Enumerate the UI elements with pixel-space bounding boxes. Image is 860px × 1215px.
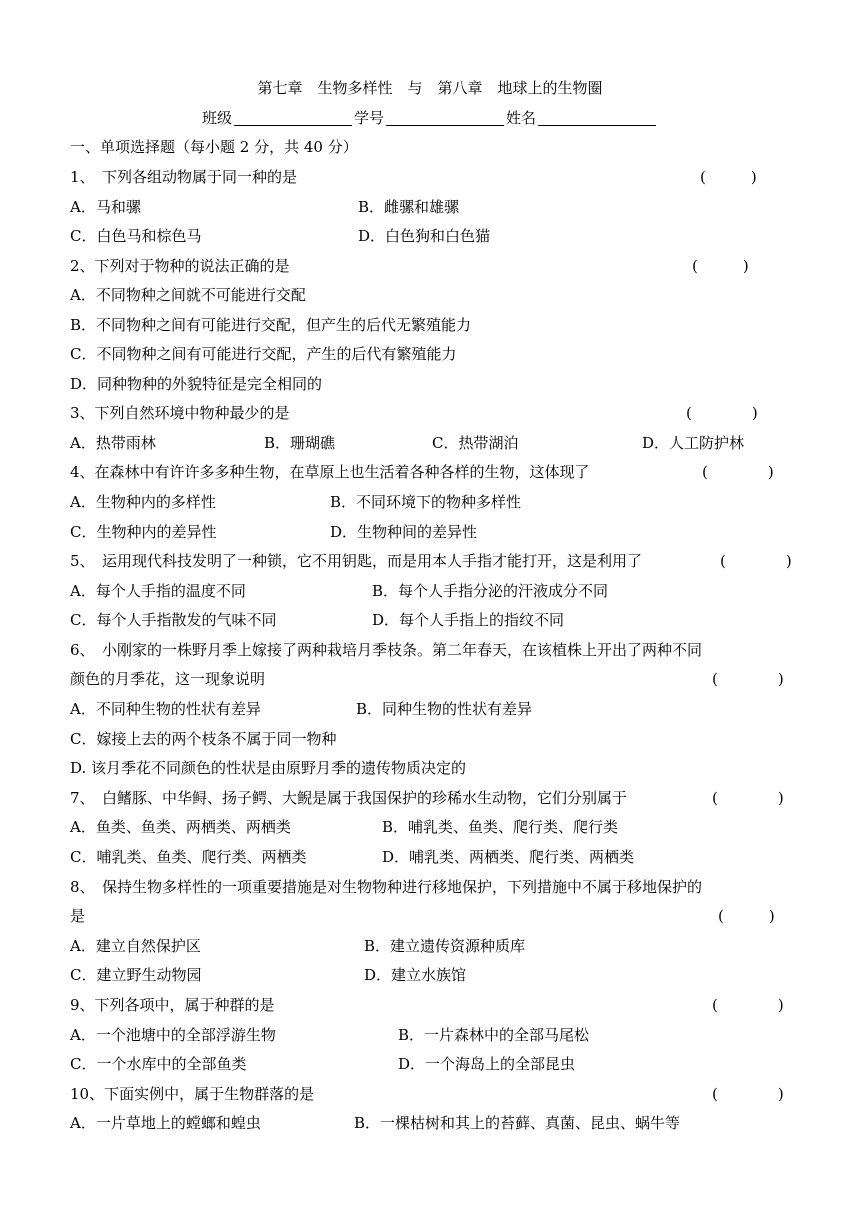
question-9-option-c: C．一个水库中的全部鱼类 bbox=[70, 1055, 247, 1073]
question-10-answer-box[interactable]: ( ) bbox=[712, 1085, 784, 1103]
question-3-stem: 3、下列自然环境中物种最少的是 bbox=[70, 404, 290, 422]
question-6-option-c: C．嫁接上去的两个枝条不属于同一物种 bbox=[70, 730, 337, 748]
question-2-answer-box[interactable]: ( ) bbox=[692, 257, 749, 275]
question-7-stem: 7、 白鳍豚、中华鲟、扬子鳄、大鲵是属于我国保护的珍稀水生动物，它们分别属于 bbox=[70, 789, 628, 807]
question-6-stem-line-2: 颜色的月季花，这一现象说明 bbox=[70, 670, 266, 688]
question-1-option-a: A．马和骡 bbox=[70, 198, 141, 216]
question-2-option-c: C．不同物种之间有可能进行交配，产生的后代有繁殖能力 bbox=[70, 345, 457, 363]
question-4-answer-box[interactable]: ( ) bbox=[702, 463, 774, 481]
question-8-stem-line-2: 是 bbox=[70, 907, 86, 925]
question-4-stem: 4、在森林中有许许多多种生物，在草原上也生活着各种各样的生物，这体现了 bbox=[70, 463, 590, 481]
question-3-answer-box[interactable]: ( ) bbox=[686, 404, 758, 422]
question-7-option-d: D．哺乳类、两栖类、爬行类、两栖类 bbox=[382, 848, 635, 866]
question-5-option-c: C．每个人手指散发的气味不同 bbox=[70, 611, 277, 629]
question-5-stem: 5、 运用现代科技发明了一种锁，它不用钥匙，而是用本人手指才能打开，这是利用了 bbox=[70, 552, 643, 570]
question-5-answer-box[interactable]: ( ) bbox=[720, 552, 792, 570]
question-8-option-d: D．建立水族馆 bbox=[364, 966, 467, 984]
question-3-option-b: B．珊瑚礁 bbox=[264, 434, 336, 452]
question-9-answer-box[interactable]: ( ) bbox=[712, 996, 784, 1014]
question-8-option-b: B．建立遗传资源种质库 bbox=[364, 937, 526, 955]
question-3-option-d: D．人工防护林 bbox=[642, 434, 745, 452]
id-label: 学号 bbox=[353, 109, 384, 127]
question-1-option-b: B．雌骡和雄骡 bbox=[358, 198, 460, 216]
question-9-option-b: B．一片森林中的全部马尾松 bbox=[398, 1026, 590, 1044]
question-10-stem: 10、下面实例中，属于生物群落的是 bbox=[70, 1085, 315, 1103]
question-4-option-a: A．生物种内的多样性 bbox=[70, 493, 216, 511]
question-10-option-b: B．一棵枯树和其上的苔藓、真菌、昆虫、蜗牛等 bbox=[354, 1114, 681, 1132]
question-2-option-d: D．同种物种的外貌特征是完全相同的 bbox=[70, 375, 323, 393]
question-8-stem-line-1: 8、 保持生物多样性的一项重要措施是对生物物种进行移地保护，下列措施中不属于移地保护的 bbox=[70, 878, 703, 896]
question-7-option-b: B．哺乳类、鱼类、爬行类、爬行类 bbox=[382, 818, 619, 836]
question-3-option-c: C．热带湖泊 bbox=[432, 434, 519, 452]
question-8-answer-box[interactable]: ( ) bbox=[718, 907, 775, 925]
question-5-option-a: A．每个人手指的温度不同 bbox=[70, 582, 246, 600]
question-7-option-c: C．哺乳类、鱼类、爬行类、两栖类 bbox=[70, 848, 307, 866]
question-2-option-a: A．不同物种之间就不可能进行交配 bbox=[70, 286, 306, 304]
question-9-option-d: D．一个海岛上的全部昆虫 bbox=[398, 1055, 576, 1073]
question-8-option-a: A．建立自然保护区 bbox=[70, 937, 201, 955]
question-1-stem: 1、 下列各组动物属于同一种的是 bbox=[70, 168, 298, 186]
question-6-answer-box[interactable]: ( ) bbox=[712, 670, 784, 688]
page-title: 第七章 生物多样性 与 第八章 地球上的生物圈 bbox=[257, 79, 603, 97]
name-label: 姓名 bbox=[506, 109, 537, 127]
question-6-option-b: B．同种生物的性状有差异 bbox=[356, 700, 533, 718]
question-6-option-a: A．不同种生物的性状有差异 bbox=[70, 700, 261, 718]
question-4-option-b: B．不同环境下的物种多样性 bbox=[330, 493, 522, 511]
question-6-option-d: D. 该月季花不同颜色的性状是由原野月季的遗传物质决定的 bbox=[70, 759, 467, 777]
question-9-stem: 9、下列各项中，属于种群的是 bbox=[70, 996, 275, 1014]
class-label: 班级 bbox=[201, 109, 232, 127]
question-6-stem-line-1: 6、 小刚家的一株野月季上嫁接了两种栽培月季枝条。第二年春天，在该植株上开出了两种不同 bbox=[70, 641, 703, 659]
question-3-option-a: A．热带雨林 bbox=[70, 434, 156, 452]
id-blank[interactable] bbox=[386, 109, 504, 126]
question-9-option-a: A．一个池塘中的全部浮游生物 bbox=[70, 1026, 276, 1044]
question-4-option-d: D．生物种间的差异性 bbox=[330, 523, 478, 541]
question-7-answer-box[interactable]: ( ) bbox=[712, 789, 784, 807]
question-8-option-c: C．建立野生动物园 bbox=[70, 966, 202, 984]
question-4-option-c: C．生物种内的差异性 bbox=[70, 523, 217, 541]
student-info-line bbox=[0, 106, 860, 130]
section-heading: 一、单项选择题（每小题 2 分，共 40 分） bbox=[70, 138, 358, 156]
question-1-option-d: D．白色狗和白色猫 bbox=[358, 227, 491, 245]
question-2-stem: 2、下列对于物种的说法正确的是 bbox=[70, 257, 290, 275]
question-2-option-b: B．不同物种之间有可能进行交配，但产生的后代无繁殖能力 bbox=[70, 316, 472, 334]
question-5-option-d: D．每个人手指上的指纹不同 bbox=[372, 611, 565, 629]
question-1-answer-box[interactable]: ( ) bbox=[700, 168, 757, 186]
class-blank[interactable] bbox=[234, 109, 352, 126]
name-blank[interactable] bbox=[538, 109, 656, 126]
question-1-option-c: C．白色马和棕色马 bbox=[70, 227, 202, 245]
question-10-option-a: A．一片草地上的螳螂和蝗虫 bbox=[70, 1114, 261, 1132]
question-7-option-a: A．鱼类、鱼类、两栖类、两栖类 bbox=[70, 818, 291, 836]
question-5-option-b: B．每个人手指分泌的汗液成分不同 bbox=[372, 582, 609, 600]
